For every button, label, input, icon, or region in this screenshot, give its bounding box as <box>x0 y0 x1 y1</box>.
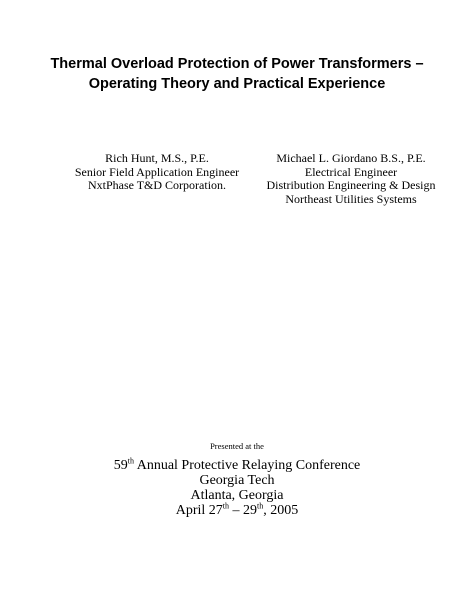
conference-venue: Georgia Tech <box>199 473 275 488</box>
author-1-organization: NxtPhase T&D Corporation. <box>87 178 227 192</box>
conference-date-end-suffix: th <box>257 501 264 511</box>
author-1-name: Rich Hunt, M.S., P.E. <box>105 151 209 165</box>
author-2-position: Electrical Engineer <box>304 164 398 179</box>
author-2-organization: Northeast Utilities Systems <box>285 191 417 206</box>
conference-ordinal-suffix: th <box>127 456 134 466</box>
conference-block <box>0 458 474 518</box>
author-1-position: Senior Field Application Engineer <box>74 164 240 179</box>
conference-title: Annual Protective Relaying Conference <box>133 458 361 473</box>
conference-date-month: April 27 <box>175 503 223 518</box>
conference-date-start-suffix: th <box>222 501 230 511</box>
author-2-name: Michael L. Giordano B.S., P.E. <box>276 151 426 165</box>
presented-at-label: Presented at the <box>210 441 264 451</box>
paper-title <box>0 54 474 94</box>
author-block-2 <box>226 152 474 206</box>
author-2-department: Distribution Engineering & Design <box>266 178 436 192</box>
conference-date-year: , 2005 <box>263 503 299 518</box>
conference-location: Atlanta, Georgia <box>190 488 284 503</box>
conference-name <box>0 458 474 473</box>
conference-date <box>0 503 474 518</box>
conference-date-separator: – 29 <box>229 503 258 518</box>
paper-title-line-1: Thermal Overload Protection of Power Transformers – <box>50 56 424 72</box>
conference-ordinal-number: 59 <box>113 458 128 473</box>
paper-title-line-2: Operating Theory and Practical Experience <box>88 76 386 92</box>
